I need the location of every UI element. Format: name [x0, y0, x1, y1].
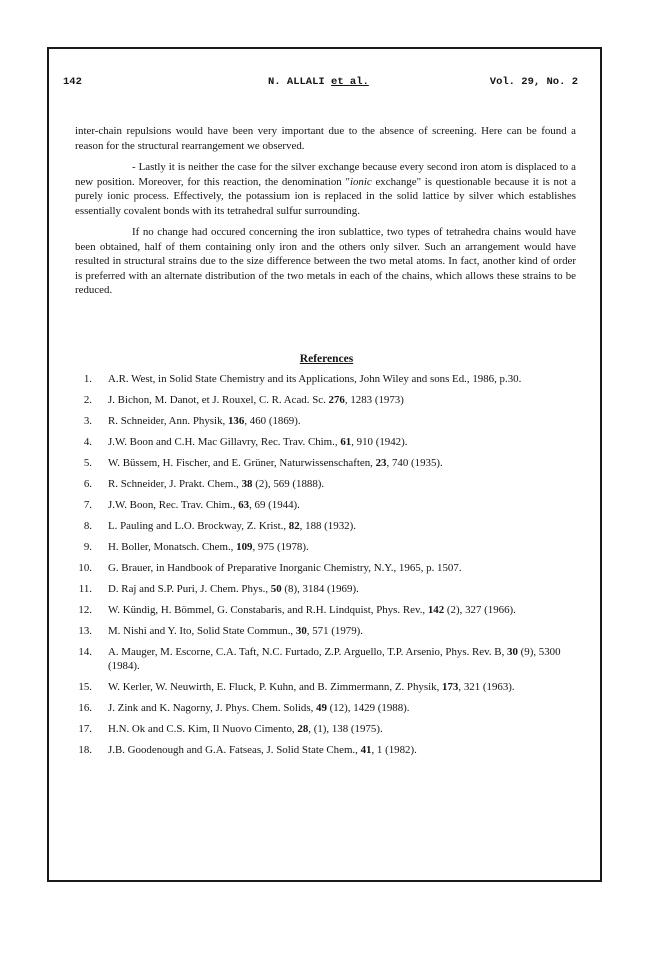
- reference-volume: 23: [375, 457, 387, 469]
- reference-text: H.N. Ok and C.S. Kim, Il Nuovo Cimento,: [108, 723, 298, 735]
- reference-text: A. Mauger, M. Escorne, C.A. Taft, N.C. Furtado, Z.P. Arguello, T.P. Arsenio, Phys. Rev. B,: [108, 646, 508, 658]
- reference-number: 3.: [83, 415, 92, 427]
- paragraph: [75, 160, 576, 218]
- paragraph-text: inter-chain repulsions would have been very important due to the absence of screening. Here can be found a reason for the structural rearrangement we observed.: [75, 125, 576, 152]
- reference-item: [75, 393, 575, 407]
- reference-number: 6.: [83, 478, 92, 490]
- reference-text: W. Kündig, H. Bömmel, G. Constabaris, and R.H. Lindquist, Phys. Rev.,: [108, 604, 428, 616]
- reference-text-tail: , 975 (1978).: [252, 541, 309, 553]
- reference-item: [75, 372, 575, 386]
- page-number: 142: [63, 76, 82, 88]
- reference-volume: 28: [297, 723, 309, 735]
- reference-number: 7.: [83, 499, 92, 511]
- reference-volume: 63: [238, 499, 250, 511]
- reference-text-tail: , 460 (1869).: [244, 415, 301, 427]
- reference-number: 12.: [78, 604, 92, 616]
- reference-volume: 49: [316, 702, 327, 714]
- reference-text: J.B. Goodenough and G.A. Fatseas, J. Solid State Chem.,: [108, 744, 361, 756]
- reference-text: A.R. West, in Solid State Chemistry and its Applications, John Wiley and sons Ed., 1986, p.30.: [108, 373, 522, 385]
- reference-number: 4.: [83, 436, 92, 448]
- header-author: [268, 76, 369, 88]
- reference-text-tail: , 1283 (1973): [344, 394, 404, 406]
- references-heading: References: [299, 353, 354, 365]
- paragraph-text: - Lastly it is neither the case for the silver exchange because every second iron atom is displaced to a new position. Moreover, for this reaction, the denomination ": [75, 161, 576, 188]
- body-text: [75, 124, 576, 298]
- reference-text: J. Zink and K. Nagorny, J. Phys. Chem. Solids,: [108, 702, 317, 714]
- reference-number: 11.: [78, 583, 92, 595]
- reference-text: D. Raj and S.P. Puri, J. Chem. Phys.,: [108, 583, 271, 595]
- reference-number: 2.: [83, 394, 92, 406]
- reference-volume: 276: [328, 394, 345, 406]
- reference-text: L. Pauling and L.O. Brockway, Z. Krist.,: [108, 520, 289, 532]
- reference-text-tail: , 910 (1942).: [351, 436, 408, 448]
- reference-text-tail: , 1 (1982).: [371, 744, 417, 756]
- reference-text-tail: , 571 (1979).: [306, 625, 364, 637]
- reference-volume: 41: [360, 744, 372, 756]
- italic-term: ionic: [349, 175, 372, 188]
- reference-item: [75, 477, 575, 491]
- reference-text-tail: (9), 5300 (1984).: [108, 646, 561, 672]
- reference-item: [75, 498, 575, 512]
- reference-text-tail: , 321 (1963).: [458, 681, 515, 693]
- et-al: et al.: [331, 76, 369, 88]
- reference-text: J.W. Boon and C.H. Mac Gillavry, Rec. Trav. Chim.,: [108, 436, 341, 448]
- reference-item: [75, 582, 575, 596]
- reference-text: R. Schneider, Ann. Physik,: [108, 415, 228, 427]
- reference-item: [75, 561, 575, 575]
- reference-text: J.W. Boon, Rec. Trav. Chim.,: [108, 499, 239, 511]
- reference-item: [75, 603, 575, 617]
- reference-item: [75, 624, 575, 638]
- reference-text-tail: (8), 3184 (1969).: [281, 583, 359, 595]
- reference-item: [75, 519, 575, 533]
- reference-number: 1.: [83, 373, 92, 385]
- paragraph-text: If no change had occured concerning the iron sublattice, two types of tetrahedra chains would have been obtained, half of them containing only iron and the others only silver. Such an arrangement would have resulted in structural strains due to the size difference between the two metal atoms. In fact, another kind of order is preferred with an alternate distribution of the two metals in each of the chains, which allows these strains to be reduced.: [75, 226, 576, 296]
- reference-volume: 109: [236, 541, 253, 553]
- reference-number: 16.: [78, 702, 92, 714]
- reference-list: [75, 372, 575, 764]
- reference-number: 18.: [78, 744, 92, 756]
- reference-number: 13.: [78, 625, 92, 637]
- reference-text: G. Brauer, in Handbook of Preparative Inorganic Chemistry, N.Y., 1965, p. 1507.: [108, 562, 462, 574]
- reference-text: W. Kerler, W. Neuwirth, E. Fluck, P. Kuhn, and B. Zimmermann, Z. Physik,: [108, 681, 443, 693]
- reference-volume: 136: [227, 415, 245, 427]
- paragraph: [75, 225, 576, 298]
- reference-volume: 82: [288, 520, 300, 532]
- reference-text: J. Bichon, M. Danot, et J. Rouxel, C. R. Acad. Sc.: [108, 394, 329, 406]
- reference-text-tail: , (1), 138 (1975).: [308, 723, 383, 735]
- reference-volume: 30: [507, 646, 518, 658]
- reference-volume: 30: [295, 625, 307, 637]
- running-header: [63, 76, 578, 90]
- reference-volume: 50: [270, 583, 282, 595]
- reference-number: 14.: [78, 646, 92, 658]
- reference-text: H. Boller, Monatsch. Chem.,: [108, 541, 237, 553]
- volume-issue: Vol. 29, No. 2: [489, 76, 578, 88]
- reference-text-tail: , 69 (1944).: [249, 499, 300, 511]
- reference-item: [75, 435, 575, 449]
- reference-volume: 142: [427, 604, 445, 616]
- reference-volume: 173: [442, 681, 459, 693]
- reference-number: 17.: [78, 723, 92, 735]
- reference-number: 5.: [83, 457, 92, 469]
- reference-number: 15.: [78, 681, 92, 693]
- reference-text-tail: (2), 327 (1966).: [444, 604, 516, 616]
- reference-item: [75, 645, 575, 673]
- reference-number: 10.: [78, 562, 92, 574]
- reference-number: 8.: [83, 520, 92, 532]
- reference-volume: 38: [241, 478, 253, 490]
- reference-number: 9.: [83, 541, 92, 553]
- reference-item: [75, 743, 575, 757]
- reference-volume: 61: [340, 436, 352, 448]
- reference-item: [75, 680, 575, 694]
- reference-text-tail: , 740 (1935).: [386, 457, 443, 469]
- paragraph: [75, 124, 576, 153]
- reference-text-tail: (12), 1429 (1988).: [326, 702, 410, 714]
- reference-item: [75, 414, 575, 428]
- reference-text-tail: , 188 (1932).: [299, 520, 356, 532]
- author-name: N. ALLALI: [268, 76, 332, 88]
- reference-item: [75, 456, 575, 470]
- paragraph-text: exchange" is questionable because it is not a purely ionic process. Effectively, the potassium ion is replaced in the solid lattice by silver which establishes essentially covalent bonds with its tetrahedral sulfur surrounding.: [75, 175, 576, 217]
- reference-item: [75, 701, 575, 715]
- reference-text: M. Nishi and Y. Ito, Solid State Commun.,: [108, 625, 296, 637]
- reference-text: W. Büssem, H. Fischer, and E. Grüner, Naturwissenschaften,: [108, 457, 376, 469]
- reference-text: R. Schneider, J. Prakt. Chem.,: [108, 478, 242, 490]
- reference-item: [75, 722, 575, 736]
- reference-item: [75, 540, 575, 554]
- reference-text-tail: (2), 569 (1888).: [252, 478, 325, 490]
